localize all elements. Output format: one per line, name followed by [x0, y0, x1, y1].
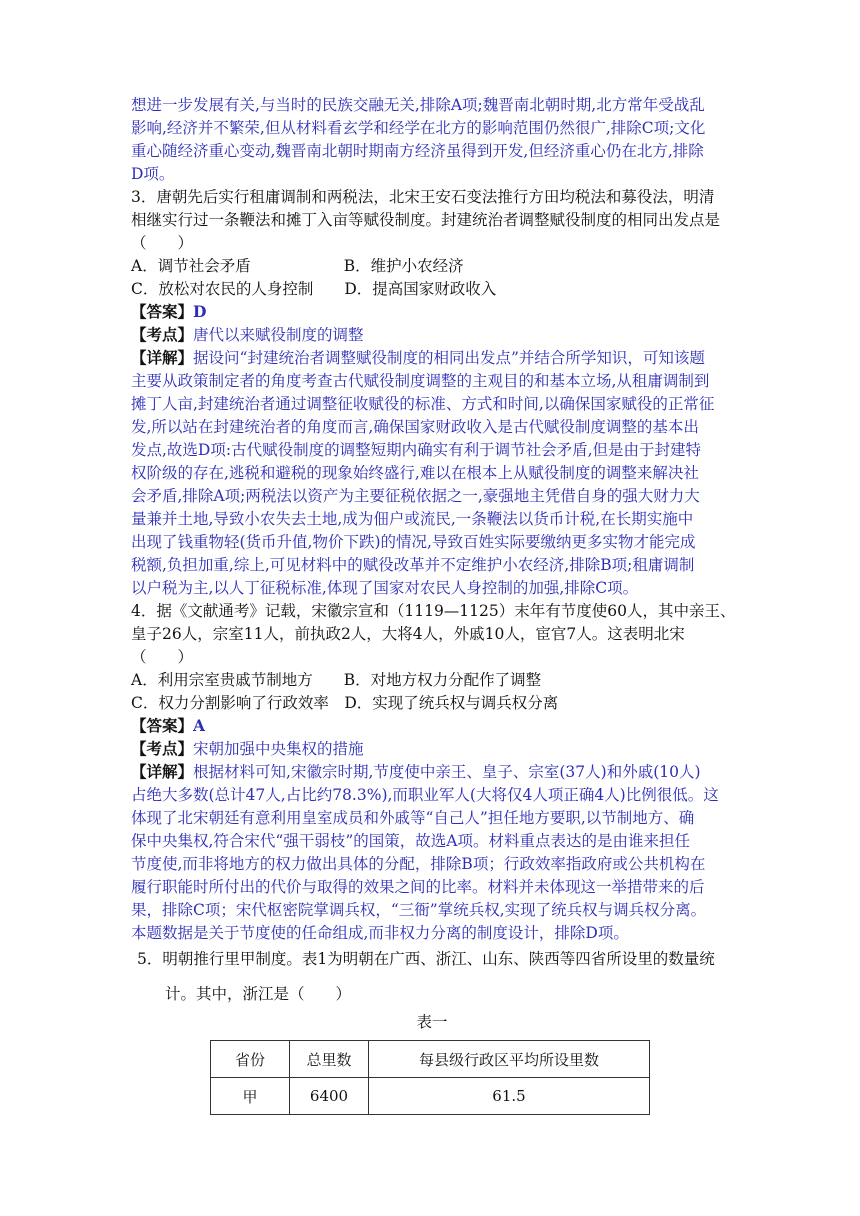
table-caption: 表一 — [416, 1013, 448, 1031]
text-line: 发,所以站在封建统治者的角度而言,确保国家财政收入是古代赋役制度调整的基本出 — [131, 418, 699, 436]
answer-tag: 【答案】 — [131, 302, 194, 321]
explanation-line — [131, 347, 705, 369]
text-line: 果，排除C项；宋代枢密院掌调兵权，“三衙”掌统兵权,实现了统兵权与调兵权分离。 — [131, 901, 707, 919]
text-line: 主要从政策制定者的角度考查古代赋役制度调整的主观目的和基本立场,从租庸调制到 — [131, 372, 710, 390]
table-header-cell: 省份 — [211, 1041, 290, 1078]
answer-line — [131, 301, 206, 323]
question-4-options: A．利用宗室贵戚节制地方 B．对地方权力分配作了调整 — [131, 671, 542, 689]
text-line: 履行职能时所付出的代价与取得的效果之间的比率。材料并未体现这一举措带来的后 — [131, 878, 705, 896]
explanation-text: 根据材料可知,宋徽宗时期,节度使中亲王、皇子、宗室(37人)和外戚(10人) — [193, 763, 701, 781]
text-line: 以户税为主,以人丁征税标准,体现了国家对农民人身控制的加强,排除C项。 — [131, 579, 639, 597]
text-line: 保中央集权,符合宋代“强干弱枝”的国策，故选A项。材料重点表达的是由谁来担任 — [131, 832, 690, 850]
text-line: D项。 — [131, 165, 175, 183]
table-header-cell: 每县级行政区平均所设里数 — [369, 1041, 650, 1078]
text-line: 发点,故选D项:古代赋役制度的调整短期内确实有利于调节社会矛盾,但是由于封建特 — [131, 441, 702, 459]
text-line: 税额,负担加重,综上,可见材料中的赋役改革并不定维护小农经济,排除B项;租庸调制 — [131, 556, 695, 574]
text-line: 节度使,而非将地方的权力做出具体的分配，排除B项；行政效率指政府或公共机构在 — [131, 855, 706, 873]
table-cell: 61.5 — [369, 1078, 650, 1115]
question-4-stem: 皇子26人，宗室11人，前执政2人，大将4人，外戚10人，宦官7人。这表明北宋 — [131, 625, 685, 643]
table-header-cell: 总里数 — [290, 1041, 369, 1078]
table-cell: 甲 — [211, 1078, 290, 1115]
topic-tag: 【考点】 — [131, 325, 194, 344]
text-line: 体现了北宋朝廷有意利用皇室成员和外戚等“自己人”担任地方要职,以节制地方、确 — [131, 809, 695, 827]
explanation-tag: 【详解】 — [131, 762, 194, 781]
question-3-stem: 3．唐朝先后实行租庸调制和两税法，北宋王安石变法推行方田均税法和募役法，明清 — [131, 188, 715, 206]
text-line: 摊丁人亩,封建统治者通过调整征收赋役的标准、方式和时间,以确保国家赋役的正常征 — [131, 395, 715, 413]
answer-tag: 【答案】 — [131, 716, 194, 735]
text-line: 权阶级的存在,逃税和避税的现象始终盛行,难以在根本上从赋役制度的调整来解决社 — [131, 464, 699, 482]
topic-line — [131, 324, 364, 346]
question-4-options: C．权力分割影响了行政效率 D．实现了统兵权与调兵权分离 — [131, 694, 559, 712]
answer-value: D — [193, 302, 207, 321]
table-cell: 6400 — [290, 1078, 369, 1115]
answer-value: A — [193, 716, 206, 735]
answer-line — [131, 715, 205, 737]
text-line: 重心随经济重心变动,魏晋南北朝时期南方经济虽得到开发,但经济重心仍在北方,排除 — [131, 142, 704, 160]
question-5-stem: 计。其中，浙江是（ ） — [165, 985, 352, 1003]
text-line: 出现了钱重物轻(货币升值,物价下跌)的情况,导致百姓实际要缴纳更多实物才能完成 — [131, 533, 696, 551]
topic-tag: 【考点】 — [131, 739, 194, 758]
table-header-row — [211, 1041, 650, 1078]
explanation-tag: 【详解】 — [131, 348, 194, 367]
table-row — [211, 1078, 650, 1115]
text-line: 会矛盾,排除A项;两税法以资产为主要征税依据之一,豪强地主凭借自身的强大财力大 — [131, 487, 700, 505]
text-line: 量兼并土地,导致小农失去土地,成为佃户或流民,一条鞭法以货币计税,在长期实施中 — [131, 510, 694, 528]
question-3-options: A．调节社会矛盾 B．维护小农经济 — [131, 257, 464, 275]
explanation-text: 据设问“封建统治者调整赋役制度的相同出发点”并结合所学知识，可知该题 — [193, 349, 705, 367]
topic-line — [131, 738, 364, 760]
explanation-line — [131, 761, 701, 783]
question-5-stem: 5．明朝推行里甲制度。表1为明朝在广西、浙江、山东、陕西等四省所设里的数量统 — [137, 950, 715, 968]
question-3-stem: 相继实行过一条鞭法和摊丁入亩等赋役制度。封建统治者调整赋役制度的相同出发点是 — [131, 211, 721, 229]
text-line: 本题数据是关于节度使的任命组成,而非权力分离的制度设计，排除D项。 — [131, 924, 629, 942]
topic-value: 宋朝加强中央集权的措施 — [193, 740, 364, 758]
text-line: 影响,经济并不繁荣,但从材料看玄学和经学在北方的影响范围仍然很广,排除C项;文化 — [131, 119, 706, 137]
question-4-blank: （ ） — [131, 648, 194, 666]
text-line: 占绝大多数(总计47人,占比约78.3%),而职业军人(大将仅4人项正确4人)比例很低。这 — [131, 786, 719, 804]
statistics-table — [210, 1040, 650, 1115]
question-3-options: C．放松对农民的人身控制 D．提高国家财政收入 — [131, 280, 497, 298]
question-3-blank: （ ） — [131, 234, 194, 252]
text-line: 想进一步发展有关,与当时的民族交融无关,排除A项;魏晋南北朝时期,北方常年受战乱 — [131, 96, 705, 114]
question-4-stem: 4．据《文献通考》记载，宋徽宗宣和（1119—1125）末年有节度使60人，其中亲王、 — [131, 602, 736, 620]
topic-value: 唐代以来赋役制度的调整 — [193, 326, 364, 344]
